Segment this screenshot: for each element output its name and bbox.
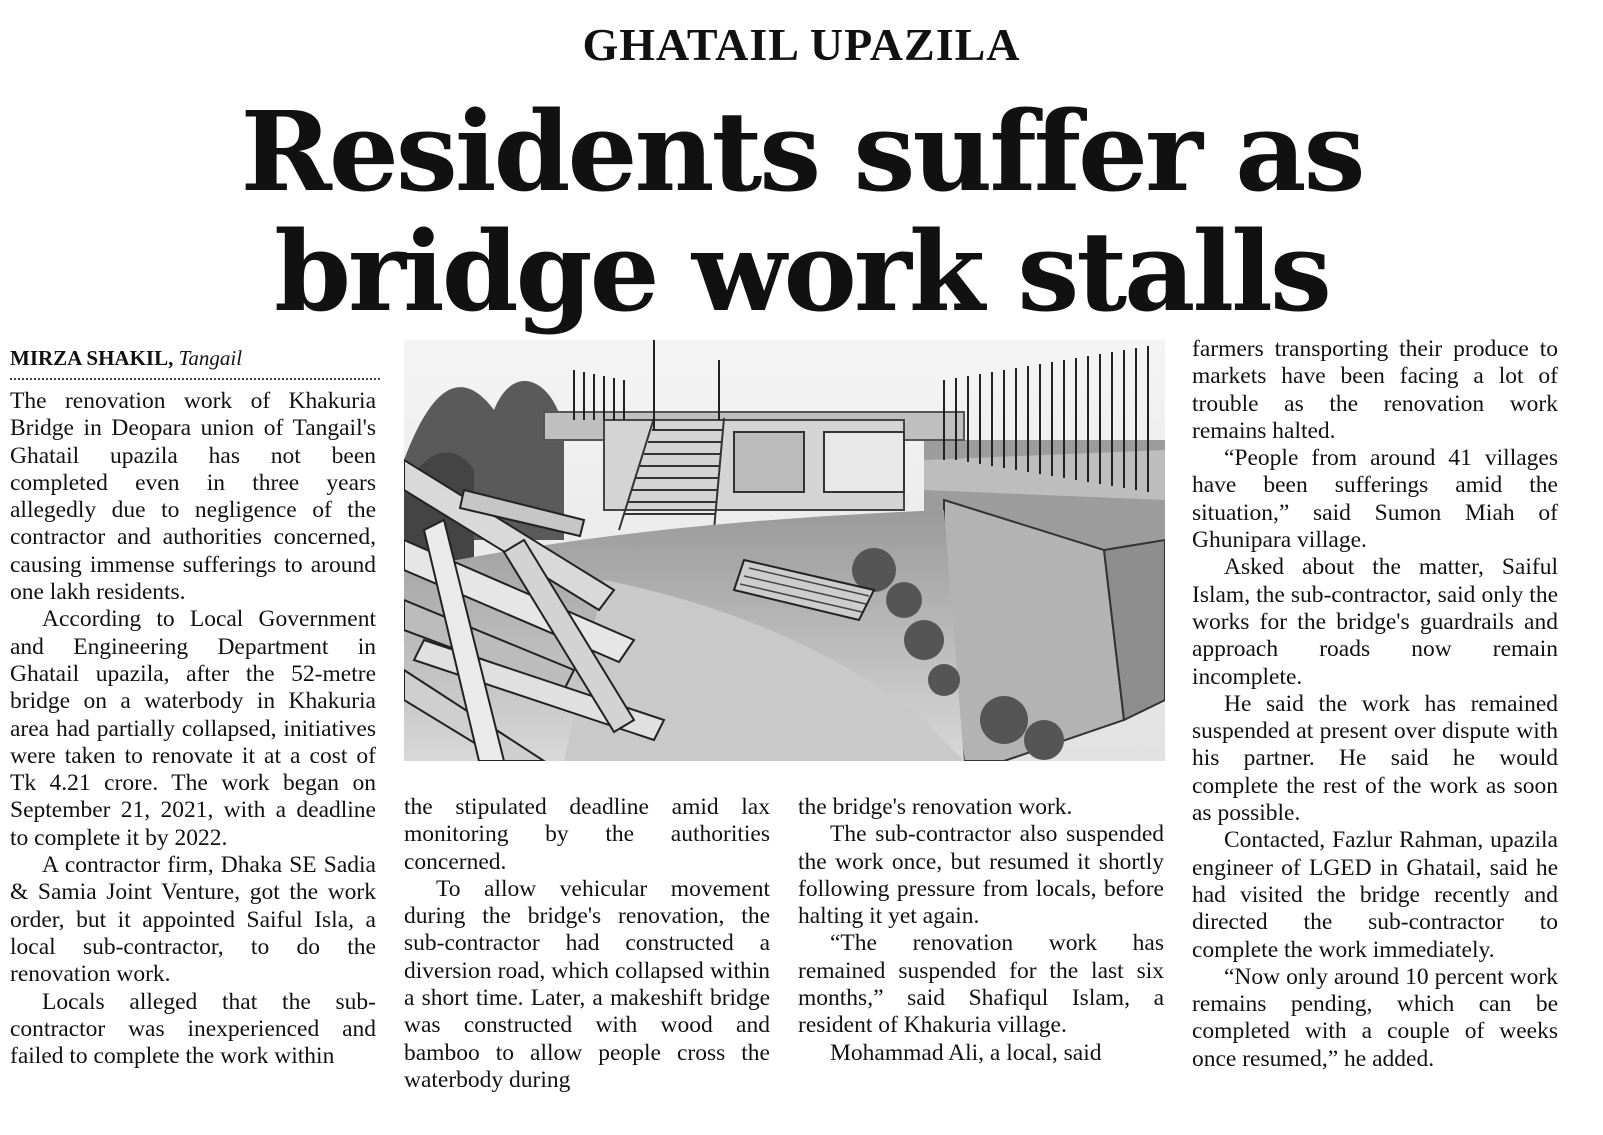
kicker: GHATAIL UPAZILA: [582, 19, 1021, 70]
byline: [10, 346, 380, 380]
bridge-photo: [404, 340, 1165, 761]
article-column-4: [1192, 336, 1558, 1073]
paragraph: farmers transporting their produce to markets have been facing a lot of trouble as the renovation work remains halted.: [1192, 336, 1558, 444]
paragraph: the bridge's renovation work.: [798, 794, 1073, 820]
headline-line-2: bridge work stalls: [274, 207, 1329, 336]
article-column-2: [404, 794, 770, 1094]
paragraph: He said the work has remained suspended at present over dispute with his partner. He said he would complete the rest of the work as soon as possible.: [1192, 690, 1558, 827]
bridge-photo-illustration: [404, 340, 1165, 761]
paragraph: Mohammad Ali, a local, said: [830, 1039, 1102, 1066]
paragraph: “The renovation work has remained suspended for the last six months,” said Shafiqul Islam, a resident of Khakuria village.: [798, 930, 1164, 1039]
paragraph: Locals alleged that the sub-contractor was inexperienced and failed to complete the work within: [10, 988, 376, 1070]
byline-location: Tangail: [178, 346, 243, 370]
paragraph: Asked about the matter, Saiful Islam, the sub-contractor, said only the works for the bridge's guardrails and approach roads now remain incomplete.: [1192, 554, 1558, 690]
paragraph: According to Local Government and Engineering Department in Ghatail upazila, after the 52-metre bridge on a waterbody in Khakuria area had partially collapsed, initiatives were taken to renovate it at a cost of Tk 4.21 crore. The work began on September 21, 2021, with a deadline to complete it by 2022.: [10, 606, 376, 851]
paragraph: The renovation work of Khakuria Bridge in Deopara union of Tangail's Ghatail upazila has not been completed even in three years allegedly due to negligence of the contractor and authorities concerned, causing immense sufferings to around one lakh residents.: [10, 388, 376, 606]
article-column-3: [798, 794, 1164, 1067]
paragraph: Contacted, Fazlur Rahman, upazila engineer of LGED in Ghatail, said he had visited the bridge recently and directed the sub-contractor to complete the work immediately.: [1192, 827, 1558, 963]
paragraph: the stipulated deadline amid lax monitoring by the authorities concerned.: [404, 794, 770, 875]
byline-author: MIRZA SHAKIL,: [10, 346, 174, 370]
paragraph: To allow vehicular movement during the bridge's renovation, the sub-contractor had constructed a diversion road, which collapsed within a short time. Later, a makeshift bridge was constructed with wood and bamboo to allow people cross the waterbody during: [404, 875, 770, 1093]
paragraph: “People from around 41 villages have been sufferings amid the situation,” said Sumon Miah of Ghunipara village.: [1192, 445, 1558, 554]
headline-line-1: Residents suffer as: [240, 87, 1363, 216]
paragraph: The sub-contractor also suspended the work once, but resumed it shortly following pressure from locals, before halting it yet again.: [798, 821, 1164, 930]
paragraph: A contractor firm, Dhaka SE Sadia & Samia Joint Venture, got the work order, but it appointed Saiful Isla, a local sub-contractor, to do the renovation work.: [10, 852, 376, 988]
paragraph: “Now only around 10 percent work remains pending, which can be completed with a couple of weeks once resumed,” he added.: [1192, 963, 1558, 1072]
headline: [0, 87, 1603, 336]
article-column-1: [10, 388, 376, 1070]
